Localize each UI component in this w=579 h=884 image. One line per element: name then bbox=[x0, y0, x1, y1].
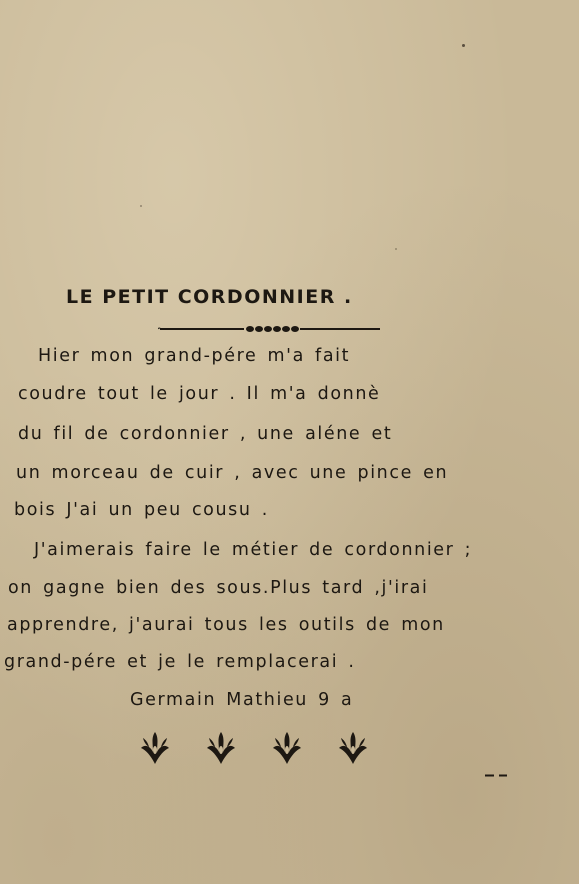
stylized-flower-icon bbox=[270, 730, 304, 766]
text-line-6: J'aimerais faire le métier de cordonnier ; bbox=[34, 540, 473, 560]
poem-title: LE PETIT CORDONNIER . bbox=[66, 286, 353, 308]
text-line-9: grand-pére et je le remplacerai . bbox=[4, 652, 356, 672]
text-line-2: coudre tout le jour . Il m'a donnè bbox=[18, 384, 381, 404]
signature-line: Germain Mathieu 9 a bbox=[130, 690, 354, 710]
ink-dash-mark bbox=[485, 774, 509, 777]
stylized-flower-icon bbox=[138, 730, 172, 766]
text-line-8: apprendre, j'aurai tous les outils de mon bbox=[7, 615, 445, 635]
paper-speck bbox=[140, 205, 142, 207]
stylized-flower-icon bbox=[336, 730, 370, 766]
title-divider bbox=[158, 322, 382, 336]
paper-speck bbox=[462, 44, 465, 47]
text-line-1: Hier mon grand-pére m'a fait bbox=[38, 346, 351, 366]
text-line-4: un morceau de cuir , avec une pince en bbox=[16, 463, 449, 483]
text-line-7: on gagne bien des sous.Plus tard ,j'irai bbox=[8, 578, 429, 598]
stylized-flower-icon bbox=[204, 730, 238, 766]
text-line-5: bois J'ai un peu cousu . bbox=[14, 500, 269, 520]
ornament-row bbox=[138, 730, 370, 768]
text-line-3: du fil de cordonnier , une aléne et bbox=[18, 424, 393, 444]
paper-speck bbox=[395, 248, 397, 250]
